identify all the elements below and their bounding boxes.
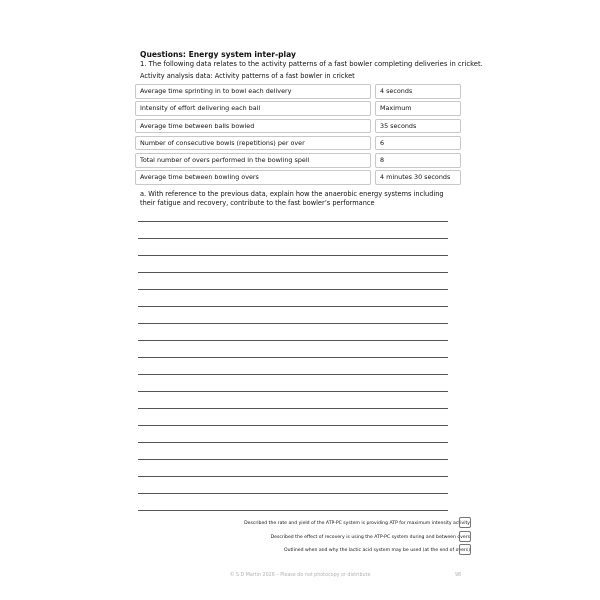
table-cell-value: 35 seconds xyxy=(375,119,461,134)
copyright-footer: © S D Martin 2026 – Please do not photocopy or distribute xyxy=(229,573,371,578)
criterion-text: Described the effect of recovery is using the ATP-PC system during and between overs xyxy=(270,535,470,540)
criterion-checkbox[interactable] xyxy=(459,544,471,555)
table-cell-value: Maximum xyxy=(375,101,461,116)
answer-line[interactable] xyxy=(138,425,448,426)
criterion-text: Described the rate and yield of the ATP-PC system is providing ATP for maximum intensity activity xyxy=(244,521,470,526)
answer-line[interactable] xyxy=(138,357,448,358)
answer-line[interactable] xyxy=(138,391,448,392)
table-cell-label: Total number of overs performed in the bowling spell xyxy=(135,153,371,168)
table-cell-label: Average time between balls bowled xyxy=(135,119,371,134)
table-cell-value: 4 minutes 30 seconds xyxy=(375,170,461,185)
answer-line[interactable] xyxy=(138,238,448,239)
table-cell-label: Average time sprinting in to bowl each delivery xyxy=(135,84,371,99)
criterion-checkbox[interactable] xyxy=(459,517,471,528)
question-intro: 1. The following data relates to the activity patterns of a fast bowler completing deliveries in cricket. xyxy=(140,60,483,68)
table-cell-value: 6 xyxy=(375,136,461,151)
table-cell-label: Average time between bowling overs xyxy=(135,170,371,185)
answer-line[interactable] xyxy=(138,255,448,256)
table-row xyxy=(135,83,461,100)
answer-line[interactable] xyxy=(138,306,448,307)
criterion-checkbox[interactable] xyxy=(459,531,471,542)
answer-line[interactable] xyxy=(138,493,448,494)
table-row xyxy=(135,169,461,186)
table-row xyxy=(135,118,461,135)
criterion-text: Outlined when and why the lactic acid system may be used (at the end of overs) xyxy=(283,548,470,553)
answer-line[interactable] xyxy=(138,374,448,375)
table-row xyxy=(135,135,461,152)
table-cell-label: Number of consecutive bowls (repetitions) per over xyxy=(135,136,371,151)
question-text: a. With reference to the previous data, explain how the anaerobic energy systems including their fatigue and recovery, contribute to the fast bowler’s performance xyxy=(140,190,444,207)
activity-table xyxy=(135,83,461,187)
answer-line[interactable] xyxy=(138,459,448,460)
table-caption: Activity analysis data: Activity patterns of a fast bowler in cricket xyxy=(140,72,355,80)
answer-line[interactable] xyxy=(138,408,448,409)
answer-line[interactable] xyxy=(138,323,448,324)
answer-line[interactable] xyxy=(138,272,448,273)
table-cell-label: Intensity of effort delivering each ball xyxy=(135,101,371,116)
answer-line[interactable] xyxy=(138,221,448,222)
answer-line[interactable] xyxy=(138,510,448,511)
page-number: 98 xyxy=(455,573,462,578)
answer-line[interactable] xyxy=(138,476,448,477)
table-row xyxy=(135,152,461,169)
answer-line[interactable] xyxy=(138,340,448,341)
table-cell-value: 8 xyxy=(375,153,461,168)
table-cell-value: 4 seconds xyxy=(375,84,461,99)
answer-line[interactable] xyxy=(138,442,448,443)
section-title: Questions: Energy system inter-play xyxy=(140,50,296,59)
table-row xyxy=(135,100,461,117)
answer-line[interactable] xyxy=(138,289,448,290)
